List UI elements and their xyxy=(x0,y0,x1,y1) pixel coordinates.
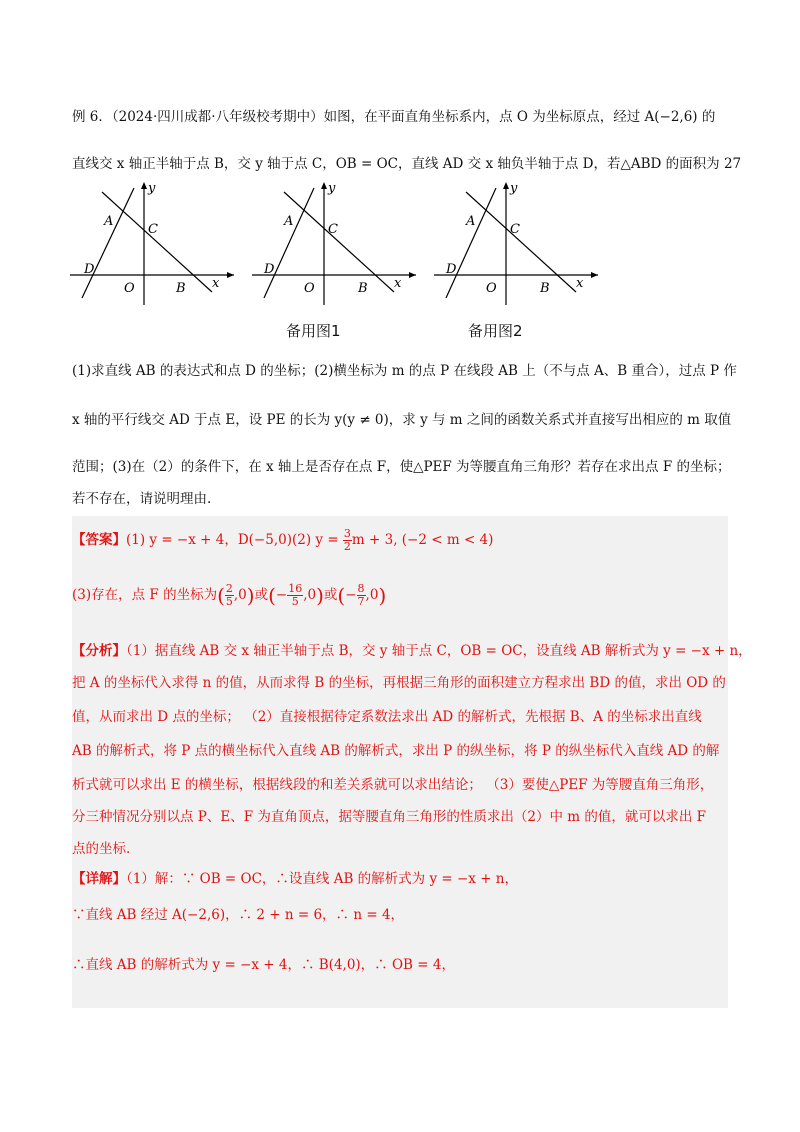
detail-line-3: ∴直线 AB 的解析式为 y = −x + 4，∴ B(4,0)，∴ OB = 4， xyxy=(72,957,455,973)
answer-frac-den: 2 xyxy=(343,540,351,553)
x-axis-arrow xyxy=(227,272,234,278)
f3-den: 7 xyxy=(357,595,365,608)
label-b: B xyxy=(540,281,550,296)
label-c: C xyxy=(148,222,158,237)
label-d: D xyxy=(446,262,457,277)
label-o: O xyxy=(486,281,497,296)
answer-tag: 【答案】 xyxy=(72,532,126,548)
label-b: B xyxy=(358,281,368,296)
detail-text-1: （1）解：∵ OB = OC，∴设直线 AB 的解析式为 y = −x + n， xyxy=(126,871,518,887)
question-line-4: 若不存在，请说明理由. xyxy=(72,491,212,507)
figure-spare-2 xyxy=(428,180,598,310)
line-ab xyxy=(102,192,212,292)
f1-den: 5 xyxy=(225,595,233,608)
answer-part-1: (1) y = −x + 4，D(−5,0) xyxy=(126,532,292,548)
label-d: D xyxy=(84,262,95,277)
detail-line-2: ∵直线 AB 经过 A(−2,6)，∴ 2 + n = 6，∴ n = 4， xyxy=(72,907,405,923)
answer-part-2-prefix: (2) y = xyxy=(291,532,343,548)
label-a: A xyxy=(284,214,294,229)
analysis-line-4: AB 的解析式，将 P 点的横坐标代入直线 AB 的解析式，求出 P 的纵坐标，将 P 的纵坐标代入直线 AD 的解 xyxy=(72,743,720,759)
f1-num: 2 xyxy=(225,582,233,595)
figure-main xyxy=(64,180,234,310)
analysis-line-5: 析式就可以求出 E 的横坐标，根据线段的和差关系就可以求出结论； （3）要使△PEF 为等腰直角三角形， xyxy=(72,777,714,793)
answer-part-3-prefix: (3)存在，点 F 的坐标为 xyxy=(72,587,218,603)
label-a: A xyxy=(466,214,476,229)
label-y: y xyxy=(148,181,156,196)
label-x: x xyxy=(394,276,402,291)
label-y: y xyxy=(328,181,336,196)
caption-spare-2: 备用图2 xyxy=(468,322,523,340)
question-line-2: x 轴的平行线交 AD 于点 E，设 PE 的长为 y(y ≠ 0)，求 y 与 m 之间的函数关系式并直接写出相应的 m 取值 xyxy=(72,412,732,428)
question-line-3: 范围；(3)在（2）的条件下，在 x 轴上是否存在点 F，使△PEF 为等腰直角三角形？若存在求出点 F 的坐标； xyxy=(72,459,731,475)
label-x: x xyxy=(576,276,584,291)
or-1: 或 xyxy=(254,587,269,603)
or-2: 或 xyxy=(323,587,338,603)
detail-tag: 【详解】 xyxy=(72,871,126,887)
label-c: C xyxy=(510,222,520,237)
detail-line-1 xyxy=(72,870,518,888)
label-o: O xyxy=(124,281,135,296)
label-x: x xyxy=(212,276,220,291)
analysis-line-6: 分三种情况分别以点 P、E、F 为直角顶点，据等腰直角三角形的性质求出（2）中 m 的值，就可以求出 F xyxy=(72,809,707,825)
problem-line-2: 直线交 x 轴正半轴于点 B，交 y 轴于点 C，OB = OC，直线 AD 交 x 轴负半轴于点 D，若△ABD 的面积为 27 xyxy=(72,156,742,172)
analysis-line-1 xyxy=(72,642,752,660)
analysis-line-2: 把 A 的坐标代入求得 n 的值，从而求得 B 的坐标，再根据三角形的面积建立方程求出 BD 的值，求出 OD 的 xyxy=(72,675,726,691)
answer-line-2: (3)存在，点 F 的坐标为( $\frac{2}{5}$ ,0)或(− $\frac{16}{5}$ ,0)或(− $\frac{8}{7}$ ,0) xyxy=(72,582,387,608)
f2-num: 16 xyxy=(288,582,303,595)
answer-line-1 xyxy=(72,528,493,553)
label-y: y xyxy=(510,181,518,196)
analysis-line-3: 值，从而求出 D 点的坐标； （2）直接根据待定系数法求出 AD 的解析式，先根据 B、A 的坐标求出直线 xyxy=(72,709,702,725)
label-c: C xyxy=(328,222,338,237)
label-d: D xyxy=(264,262,275,277)
figures-area xyxy=(64,180,624,350)
analysis-tag: 【分析】 xyxy=(72,643,126,659)
caption-spare-1: 备用图1 xyxy=(286,322,341,340)
question-line-1: (1)求直线 AB 的表达式和点 D 的坐标；(2)横坐标为 m 的点 P 在线段 AB 上（不与点 A、B 重合），过点 P 作 xyxy=(72,363,737,379)
analysis-line-7: 点的坐标. xyxy=(72,841,131,857)
analysis-text-1: （1）据直线 AB 交 x 轴正半轴于点 B，交 y 轴于点 C，OB = OC，设直线 AB 解析式为 y = −x + n， xyxy=(126,643,752,659)
label-a: A xyxy=(104,214,114,229)
label-o: O xyxy=(304,281,315,296)
figure-spare-1 xyxy=(246,180,416,310)
problem-line-1: 例 6．（2024·四川成都·八年级校考期中）如图，在平面直角坐标系内，点 O 为坐标原点，经过 A(−2,6) 的 xyxy=(72,109,716,125)
f3-num: 8 xyxy=(357,582,365,595)
label-b: B xyxy=(176,281,186,296)
answer-frac-num: 3 xyxy=(343,527,351,540)
y-axis-arrow xyxy=(141,182,147,189)
f2-den: 5 xyxy=(291,595,299,608)
answer-part-2-suffix: m + 3, (−2 < m < 4) xyxy=(351,532,494,548)
